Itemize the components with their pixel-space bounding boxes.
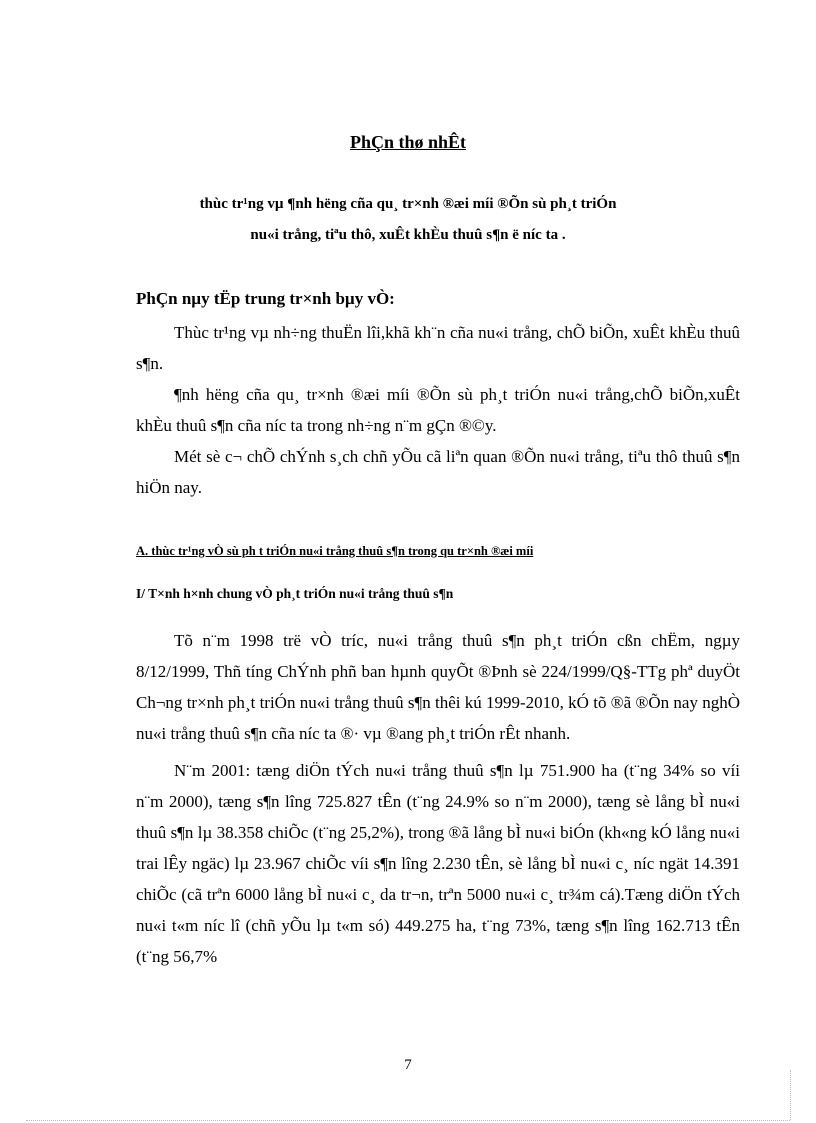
page-border-bottom: [26, 1120, 790, 1121]
body-text: [136, 625, 740, 972]
paragraph: Tõ n¨m 1998 trë vÒ tríc, nu«i trång thuû s¶n ph¸t triÓn cßn chËm, ngµy 8/12/1999, Thñ tíng ChÝnh phñ ban hµnh quyÕt ®Þnh sè 224/1999/Q§-TTg phª duyÖt Ch¬ng tr×nh ph¸t triÓn nu«i trång thuû s¶n thêi kú 1999-2010, kÓ tõ ®ã ®Õn nay nghÒ nu«i trång thuû s¶n cña níc ta ®· vµ ®ang ph¸t triÓn rÊt nhanh.: [136, 631, 740, 743]
page-border-corner: [790, 1070, 791, 1120]
focus-item: Thùc tr¹ng vµ nh÷ng thuËn lîi,khã kh¨n cña nu«i trång, chÕ biÕn, xuÊt khÈu thuû s¶n.: [136, 323, 740, 373]
page-number: 7: [404, 1057, 412, 1073]
focus-heading: PhÇn nµy tËp trung tr×nh bµy vÒ:: [136, 289, 395, 308]
focus-item: Mét sè c¬ chÕ chÝnh s¸ch chñ yÕu cã liªn quan ®Õn nu«i trång, tiªu thô thuû s¶n hiÖn nay.: [136, 447, 740, 497]
subtitle-line-2: nu«i trång, tiªu thô, xuÊt khÈu thuû s¶n ë níc ta .: [250, 227, 566, 243]
page-title: PhÇn thø nhÊt: [349, 132, 467, 152]
section-a-heading: A. thùc tr¹ng vÒ sù ph t triÓn nu«i trång thuû s¶n trong qu tr×nh ®æi míi: [136, 544, 534, 558]
paragraph: N¨m 2001: tæng diÖn tÝch nu«i trång thuû s¶n lµ 751.900 ha (t¨ng 34% so víi n¨m 2000), tæng s¶n lîng 725.827 tÊn (t¨ng 24.9% so n¨m 2000), tæng sè lång bÌ nu«i thuû s¶n lµ 38.358 chiÕc (t¨ng 25,2%), trong ®ã lång bÌ nu«i biÓn (kh«ng kÓ lång nu«i trai lÊy ngäc) lµ 23.967 chiÕc víi s¶n lîng 2.230 tÊn, sè lång bÌ nu«i c¸ níc ngät 14.391 chiÕc (cã trªn 6000 lång bÌ nu«i c¸ da tr¬n, trªn 5000 nu«i c¸ tr¾m cá).Tæng diÖn tÝch nu«i t«m níc lî (chñ yÕu lµ t«m só) 449.275 ha, t¨ng 73%, tæng s¶n lîng 162.713 tÊn (t¨ng 56,7%: [136, 761, 740, 966]
focus-list: [136, 317, 740, 503]
section-i-heading: I/ T×nh h×nh chung vÒ ph¸t triÓn nu«i trång thuû s¶n: [136, 586, 454, 601]
focus-item: ¶nh hëng cña qu¸ tr×nh ®æi míi ®Õn sù ph¸t triÓn nu«i trång,chÕ biÕn,xuÊt khÈu thuû s¶n cña níc ta trong nh÷ng n¨m gÇn ®©y.: [136, 385, 740, 435]
subtitle-line-1: thùc tr¹ng vµ ¶nh hëng cña qu¸ tr×nh ®æi míi ®Õn sù ph¸t triÓn: [199, 196, 617, 212]
